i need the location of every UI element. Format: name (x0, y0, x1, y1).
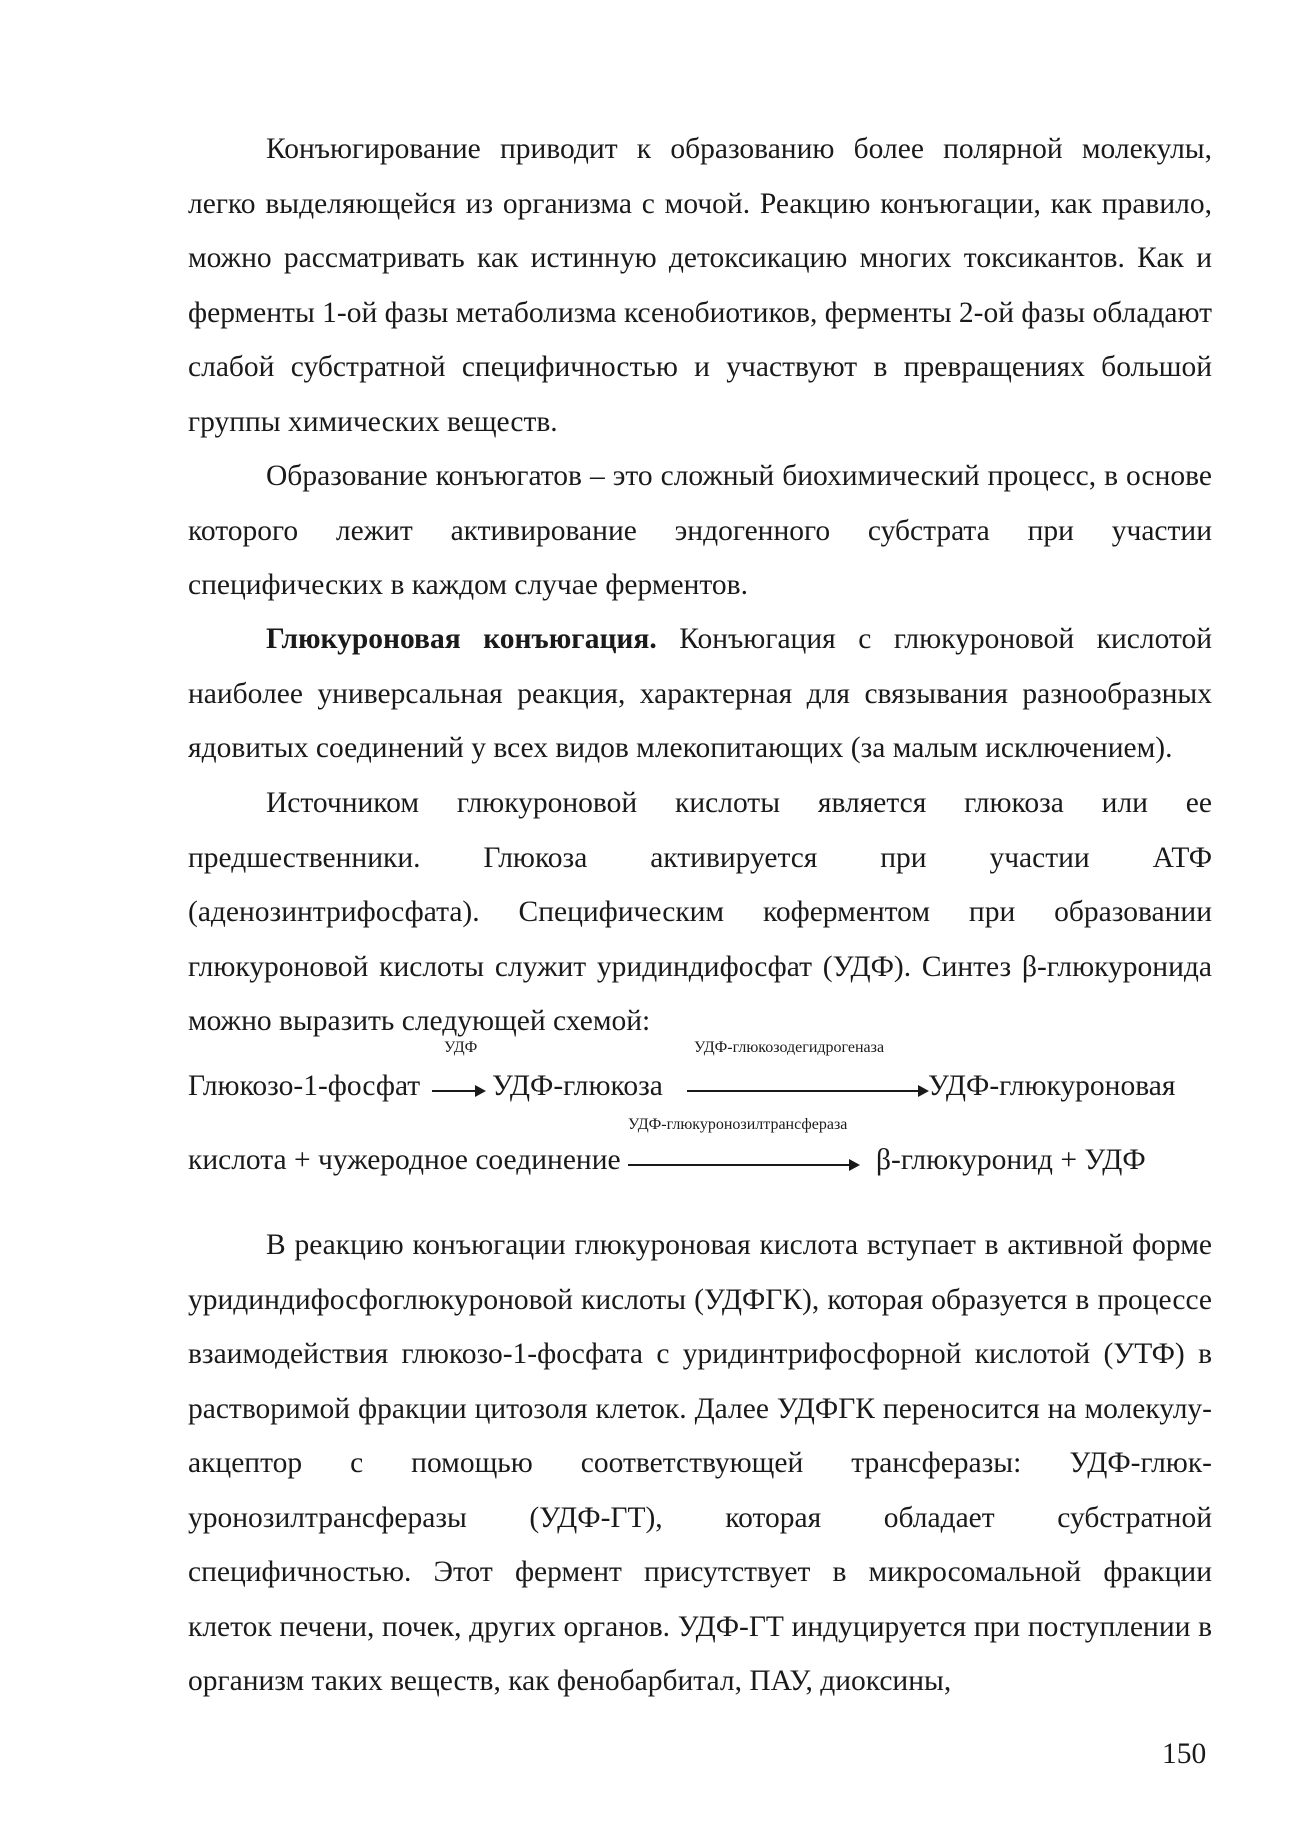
scheme-intermediate-udf-glucose: УДФ-глюкоза (492, 1070, 663, 1102)
reaction-arrow-icon (687, 1090, 927, 1092)
paragraph-udfgk: В реакцию конъюгации глюкуроновая кислота вступает в активной форме уридиндифосфоглюкуроновой кислоты (УДФГК), которая образуется в процессе взаимодействия глюкозо-1-фосфата с уридинтрифосфорной кислотой (УТФ) в растворимой фракции цитозоля клеток. Далее УДФГК переносится на молекулу-акцептор с помощью соответствующей трансферазы: УДФ-глюк-уронозилтрансферазы (УДФ-ГТ), которая обладает субстратной специфичностью. Этот фермент присутствует в микросомальной фракции клеток печени, почек, других органов. УДФ-ГТ индуцируется при поступлении в организм таких веществ, как фенобарбитал, ПАУ, диоксины, (188, 1229, 1212, 1697)
enzyme-label-transferase: УДФ-глюкуронозилтрансфераза (628, 1116, 848, 1133)
reaction-arrow-icon (432, 1090, 484, 1092)
paragraph-conjugate-formation: Образование конъюгатов – это сложный биохимический процесс, в основе которого лежит активирование эндогенного субстрата при участии специфических в каждом случае ферментов. (188, 460, 1212, 601)
scheme-substrate-acid-xenobiotic: кислота + чужеродное соединение (188, 1144, 621, 1176)
paragraph-glucuronic-conjugation (188, 612, 1212, 776)
scheme-product-glucuronide: β-глюкуронид + УДФ (876, 1144, 1146, 1176)
section-heading: Глюкуроновая конъюгация. (266, 623, 657, 655)
enzyme-label-udf: УДФ (444, 1039, 478, 1056)
reaction-arrow-icon (628, 1164, 858, 1166)
paragraph-glucuronic-source: Источником глюкуроновой кислоты является глюкоза или ее предшественники. Глюкоза активируется при участии АТФ (аденозинтрифосфата). Специфическим коферментом при образовании глюкуроновой кислоты служит уридиндифосфат (УДФ). Синтез β-глюкуронида можно выразить следующей схемой: (188, 787, 1212, 1037)
paragraph-conjugation-intro: Конъюгирование приводит к образованию более полярной молекулы, легко выделяющейся из организма с мочой. Реакцию конъюгации, как правило, можно рассматривать как истинную детоксикацию многих токсикантов. Как и ферменты 1-ой фазы метаболизма ксенобиотиков, ферменты 2-ой фазы обладают слабой субстратной специфичностью и участвуют в превращениях большой группы химических веществ. (188, 133, 1212, 438)
page-number: 150 (1162, 1738, 1207, 1770)
scheme-product-udf-glucuronic: УДФ-глюкуроновая (928, 1070, 1176, 1102)
paragraph-body: Конъюгация с глюкуроновой кислотой наиболее универсальная реакция, характерная для связывания разнообразных ядовитых соединений у всех видов млекопитающих (за малым исключением). (188, 623, 1212, 764)
scheme-substrate-glucose-phosphate: Глюкозо-1-фосфат (188, 1070, 421, 1102)
enzyme-label-dehydrogenase: УДФ-глюкозодегидрогеназа (694, 1039, 885, 1056)
